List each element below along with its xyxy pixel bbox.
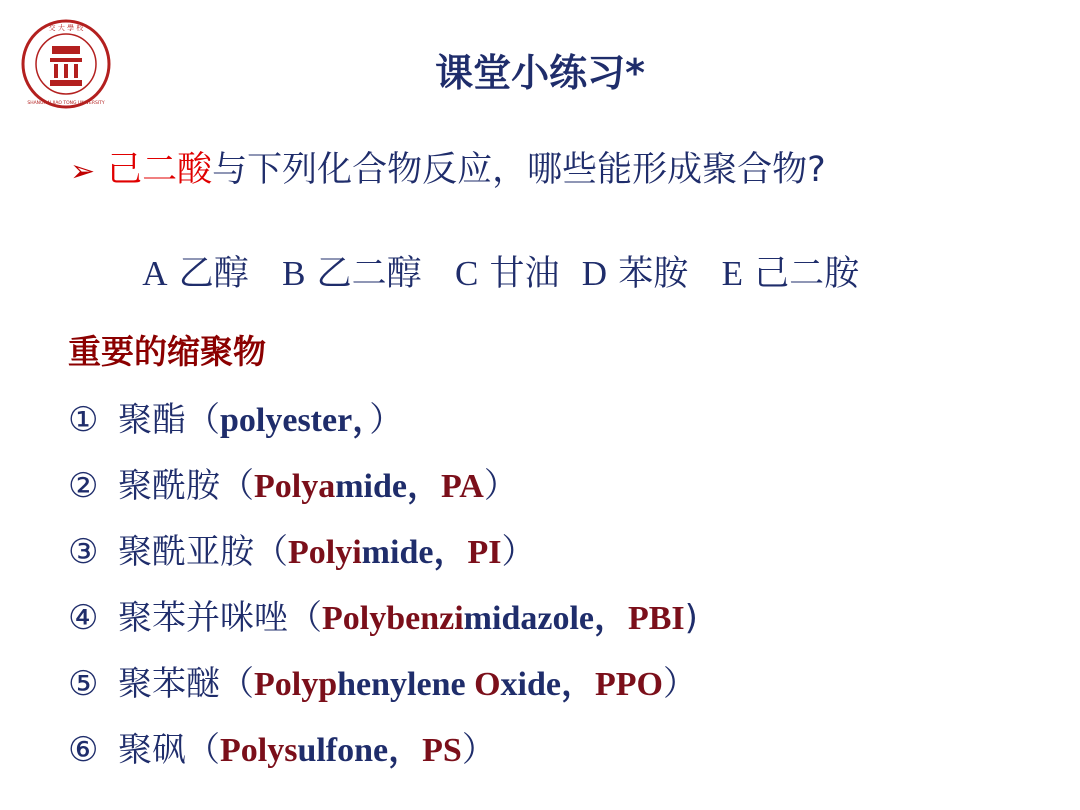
polymer-english-part: mide，: [335, 468, 441, 505]
option-e-letter: E: [721, 254, 743, 293]
logo-year: 1896: [59, 87, 73, 93]
polymer-item: [68, 590, 698, 639]
polymer-chinese-name: 聚苯并咪唑（: [118, 598, 322, 638]
polymer-number: ②: [68, 466, 99, 506]
polymer-english-part: henylene: [337, 666, 475, 703]
polymer-number: ③: [68, 532, 99, 572]
polymer-english-part: ulfone，: [297, 732, 423, 769]
logo-top-text: 交 大 學 校: [48, 24, 84, 32]
question-highlight: 己二酸: [107, 150, 213, 190]
polymer-english-part: Poly: [220, 732, 285, 769]
polymer-chinese-name: 聚砜（: [118, 730, 220, 770]
polymer-english-part: i: [454, 600, 464, 637]
polymer-english-part: PPO: [595, 666, 663, 703]
polymer-close-paren: ）: [369, 400, 404, 440]
polymer-item: [68, 524, 535, 573]
polymer-english-part: s: [284, 732, 298, 769]
polymer-english-part: i: [352, 534, 362, 571]
polymer-english-part: PS: [422, 732, 462, 769]
polymer-english-part: midazole，: [463, 600, 628, 637]
polymer-english-part: Poly: [254, 666, 319, 703]
polymer-chinese-name: 聚酰亚胺（: [118, 532, 288, 572]
option-d-name: 苯胺: [618, 254, 689, 294]
polymer-english-part: Poly: [322, 600, 387, 637]
question: [70, 144, 826, 198]
option-c-name: 甘油: [489, 254, 560, 294]
polymer-english-part: a: [318, 468, 336, 505]
polymer-number: ⑥: [68, 730, 99, 770]
polymer-english-part: xide，: [500, 666, 595, 703]
options-line: [120, 196, 859, 300]
polymer-number: ①: [68, 400, 99, 440]
option-b-name: 乙二醇: [316, 254, 422, 294]
polymer-close-paren: ）: [483, 466, 518, 506]
option-c-letter: C: [455, 254, 479, 293]
polymer-item: [68, 722, 496, 771]
polymer-english-part: O: [474, 666, 501, 703]
option-e-name: 己二胺: [754, 254, 860, 294]
polymer-english-part: PI: [467, 534, 502, 571]
question-text: 与下列化合物反应，哪些能形成聚合物?: [212, 150, 826, 190]
polymer-english-part: p: [318, 666, 338, 703]
polymer-english-part: Poly: [288, 534, 353, 571]
logo-bottom-text: SHANGHAI JIAO TONG UNIVERSITY: [27, 101, 105, 106]
option-d-letter: D: [581, 254, 608, 293]
polymer-close-paren: ）: [461, 730, 496, 770]
polymer-english-part: Poly: [254, 468, 319, 505]
polymer-close-paren: ）: [662, 664, 697, 704]
polymer-item: [68, 656, 697, 705]
polymer-chinese-name: 聚苯醚（: [118, 664, 254, 704]
arrow-bullet-icon: ➢: [70, 154, 96, 189]
polymer-item: [68, 458, 518, 507]
polymer-item: [68, 392, 403, 441]
polymer-number: ⑤: [68, 664, 99, 704]
polymer-chinese-name: 聚酰胺（: [118, 466, 254, 506]
polymer-chinese-name: 聚酯（: [118, 400, 220, 440]
section-title: 重要的缩聚物: [68, 332, 266, 371]
polymer-number: ④: [68, 598, 99, 638]
polymer-english-part: PBI: [627, 600, 685, 637]
polymer-english-part: polyester，: [220, 402, 370, 439]
polymer-close-paren: ): [684, 598, 698, 638]
option-a-name: 乙醇: [178, 254, 249, 294]
option-a-letter: A: [142, 254, 168, 293]
polymer-english-part: mide，: [361, 534, 468, 571]
polymer-english-part: PA: [441, 468, 484, 505]
polymer-english-part: benz: [386, 600, 455, 637]
option-b-letter: B: [282, 254, 306, 293]
slide-title: 课堂小练习*: [435, 51, 645, 95]
polymer-close-paren: ）: [501, 532, 536, 572]
